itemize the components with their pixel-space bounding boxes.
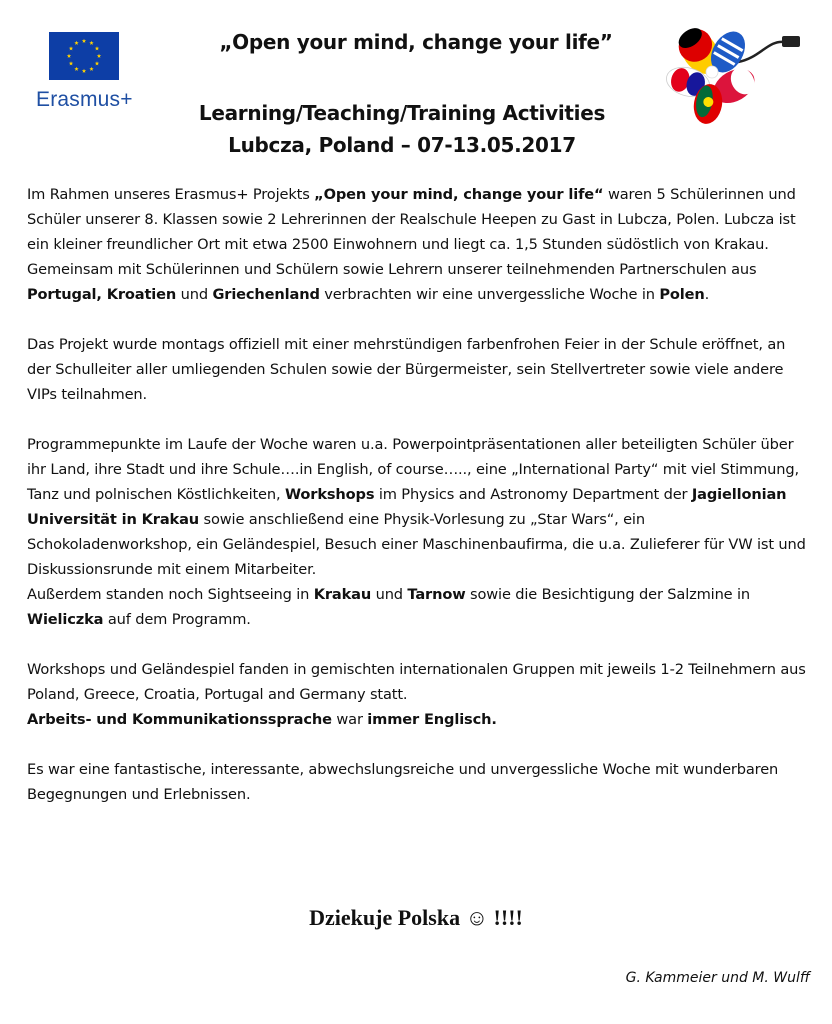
university-bold: Jagiellonian Universität in Krakau: [27, 486, 787, 528]
city-bold: Wieliczka: [27, 611, 104, 628]
paragraph-program: [27, 432, 807, 582]
text-run: war: [331, 711, 368, 728]
location-date-heading: Lubcza, Poland – 07-13.05.2017: [228, 133, 576, 157]
text-run: im Physics and Astronomy Department der: [374, 486, 692, 503]
text-run: verbrachten wir eine unvergessliche Woche in: [319, 286, 660, 303]
paragraph-sightseeing: [27, 582, 807, 632]
workshops-bold: Workshops: [284, 486, 375, 503]
text-run: und: [371, 586, 408, 603]
document-title: „Open your mind, change your life”: [219, 30, 613, 54]
text-run: und: [176, 286, 213, 303]
paragraph-opening: Das Projekt wurde montags offiziell mit einer mehrstündigen farbenfrohen Feier in der Schule eröffnet, an der Schulleiter aller umliegenden Schulen sowie der Bürgermeister, sein Stellvertreter sowie viele andere VIPs teilnahmen.: [27, 336, 786, 403]
countries-bold: Portugal, Kroatien: [27, 286, 177, 303]
country-bold: Polen: [659, 286, 705, 303]
activity-heading: Learning/Teaching/Training Activities: [198, 101, 606, 125]
text-run: Außerdem standen noch Sightseeing in: [27, 586, 314, 603]
closing-line: Dziekuje Polska ☺ !!!!: [309, 905, 523, 930]
project-name-bold: „Open your mind, change your life“: [314, 186, 604, 203]
text-run: auf dem Programm.: [103, 611, 251, 628]
report-body: [27, 182, 807, 832]
paragraph-intro: [27, 182, 807, 307]
document-subtitle: [0, 97, 804, 161]
country-bold: Griechenland: [212, 286, 320, 303]
text-run: .: [704, 286, 710, 303]
language-bold: immer Englisch.: [367, 711, 497, 728]
erasmus-plus-logo-text: Erasmus+: [36, 88, 133, 111]
language-bold: Arbeits- und Kommunikationssprache: [27, 711, 332, 728]
city-bold: Tarnow: [407, 586, 466, 603]
paragraph-groups: [27, 657, 807, 732]
signature: G. Kammeier und M. Wulff: [625, 970, 810, 986]
city-bold: Krakau: [313, 586, 372, 603]
text-run: sowie die Besichtigung der Salzmine in: [465, 586, 751, 603]
text-run: sowie anschließend eine Physik-Vorlesung zu „Star Wars“, ein Schokoladenworkshop, ein Geländespiel, Besuch einer Maschinenbaufirma, die u.a. Zulieferer für VW ist und Diskussionsrunde mit einem Mitarbeiter.: [27, 511, 806, 578]
paragraph-conclusion: Es war eine fantastische, interessante, abwechslungsreiche und unvergessliche Woche mit wunderbaren Begegnungen und Erlebnissen.: [27, 761, 779, 803]
text-run: waren 5 Schülerinnen und Schüler unserer 8. Klassen sowie 2 Lehrerinnen der Realschule Heepen zu Gast in Lubcza, Polen. Lubcza ist ein kleiner freundlicher Ort mit etwa 2500 Einwohnern und liegt ca. 1,5 Stunden südöstlich von Krakau. Gemeinsam mit Schülerinnen und Schülern sowie Lehrern unserer teilnehmenden Partnerschulen aus: [27, 186, 796, 278]
text-run: Im Rahmen unseres Erasmus+ Projekts: [27, 186, 315, 203]
text-run: Workshops und Geländespiel fanden in gemischten internationalen Gruppen mit jeweils 1-2 Teilnehmern aus Poland, Greece, Croatia, Portugal and Germany statt.: [27, 661, 806, 703]
text-run: Programmepunkte im Laufe der Woche waren u.a. Powerpointpräsentationen aller beteiligten Schüler über ihr Land, ihre Stadt und ihre Schule….in English, of course….., eine „International Party“ mit viel Stimmung, Tanz und polnischen Köstlichkeiten,: [27, 436, 799, 503]
